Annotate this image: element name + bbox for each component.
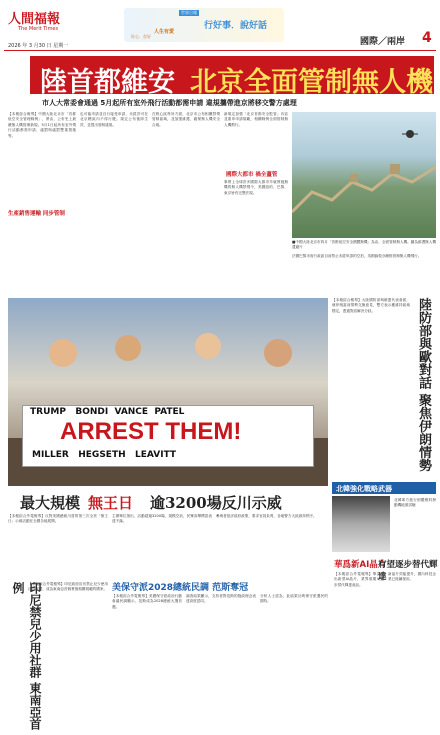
banner-tag-1: 好心．存好 bbox=[131, 34, 151, 39]
great-wall-photo bbox=[292, 112, 436, 238]
drone-subhead-2: 國際大都市 禍全薑管 bbox=[226, 172, 278, 178]
north-korea-photo bbox=[332, 496, 390, 552]
drone-col-6: 法國巴黎市府行政區目前禁止未經申請的空拍，英國倫敦亦嚴格管制無人機飛行。 bbox=[292, 254, 422, 258]
protest-col-3: 參與者批評政府政策，要求官員負責，各地警方大致維持秩序。 bbox=[216, 514, 317, 518]
masthead-logo: 人間福報 bbox=[8, 12, 61, 27]
ai-col-1: 【本報綜合外電報導】華為推出新型AI晶片，業界預期可逐步替代輝達產品。 bbox=[334, 572, 384, 587]
election-col-3: 分析人士認為，此結果反映保守派選民的期待。 bbox=[260, 594, 328, 604]
masthead-date: 2026 年 3 月30 日 星期一 bbox=[8, 43, 69, 49]
page-number: 4 bbox=[422, 30, 432, 46]
protest-sign-main: ARREST THEM! bbox=[60, 418, 242, 445]
ai-col-2: 新晶片效能提升，國內科技企業已陸續採用。 bbox=[388, 572, 436, 582]
headline-part2: 北京全面管制無人機 bbox=[190, 67, 433, 98]
north-korea-headline: 北韓強化戰略武器 bbox=[336, 485, 392, 493]
headline-sub: 市人大常委會通過 5月起所有室外飛行活動都需申請 違規攜帶進京將移交警方處理 bbox=[42, 99, 297, 107]
side-headline-2: 印尼禁兒少用社群 東南亞首例 bbox=[11, 582, 42, 731]
side-story-2-body: 【本報綜合外電報導】印尼政府宣布禁止兒少使用社群媒體，成為東南亞首個實施相關規範的國家。 bbox=[28, 582, 108, 592]
section-label: 國際／兩岸 bbox=[360, 37, 406, 47]
election-headline: 美保守派2028總統民調 范斯奪冠 bbox=[112, 583, 249, 593]
drone-col-3: 在核心區每所方面，北京市公布相關禁飛管制區域，並加強維護，確保無人機安全合規。 bbox=[152, 112, 220, 127]
election-col-1: 【本報綜合外電報導】美國保守派政治行動會議民調顯示，范斯成為2028總統大選首選。 bbox=[112, 594, 182, 609]
great-wall-caption: ■中國大陸北京市四月「首都低空安全國體無機」為由，全面管制無人機。圖為維護無人機遺錢片 bbox=[292, 240, 436, 250]
drone-col-2: 也可能申請並自行接受申請，未經許可在北京轄區內不得行駛。規定公布後即生效，並提出管制違規。 bbox=[80, 112, 148, 127]
protest-col-2: 主辦單位指出，活動超過3200場，規模空前，民眾高舉標語表達不滿。 bbox=[112, 514, 212, 524]
election-col-2: 調查結果顯示，支持者對范斯的施政理念表達高度認同。 bbox=[186, 594, 256, 604]
great-wall-drawing bbox=[292, 112, 436, 238]
protest-headline-c: 逾3200場反川示威 bbox=[150, 494, 282, 512]
masthead-rule bbox=[4, 50, 436, 51]
side-story-1-body: 【本報綜合報導】大陸國防部與歐盟代表會面，就伊朗當前情勢交換意見，雙方表示應維持區域穩定，透過對話解決分歧。 bbox=[332, 298, 410, 313]
drone-subhead-1: 生產銷售運輸 同步管制 bbox=[8, 211, 65, 217]
drone-col-5: 事實上全球許多國際大都市早就實施無機的無人機禁飛令，美國紐約、巴黎、東京皆有完整法規。 bbox=[224, 180, 288, 195]
headline-part1: 陸首都維安 bbox=[40, 67, 175, 98]
protest-sign-bottom: MILLER HEGSETH LEAVITT bbox=[32, 450, 177, 460]
ai-headline-b: 有望逐步替代輝達 bbox=[378, 560, 438, 582]
protest-col-1: 【本報綜合外電報導】反對美國總統川普的第三次全美「無王日」示威活動在全國各地展開。 bbox=[8, 514, 108, 524]
side-headline-1: 陸防部與歐對話 聚焦伊朗情勢 bbox=[416, 298, 431, 472]
drone-col-1: 【本報綜合報導】中國大陸北京市「首都低空安全管理條例」，將由，公布史上最嚴無人機管理新規。5月1日起所有室外飛行活動都需申請，處罰與處罰雙重措施等。 bbox=[8, 112, 76, 138]
masthead-logo-en: The Merit Times bbox=[18, 26, 59, 32]
banner-sub: 世界日報 bbox=[181, 10, 197, 15]
drone-col-4: 新規定加強「北京首都安全監管」內容並重申申請規範，相關條例全面管制無人機飛行。 bbox=[224, 112, 288, 127]
protest-headline-a: 最大規模 bbox=[20, 494, 81, 512]
protest-sign-top: TRUMP BONDI VANCE PATEL bbox=[30, 407, 185, 417]
masthead bbox=[4, 4, 436, 50]
banner-tag-2: 人生有愛 bbox=[154, 29, 175, 35]
ai-headline-a: 華爲新AI晶片 bbox=[334, 560, 387, 570]
banner-slogan: 行好事．說好話 bbox=[204, 21, 268, 31]
north-korea-caption: 北韓軍方進行固體燃料發動機地面試驗 bbox=[394, 498, 436, 508]
protest-headline-b: 無王日 bbox=[88, 494, 134, 512]
